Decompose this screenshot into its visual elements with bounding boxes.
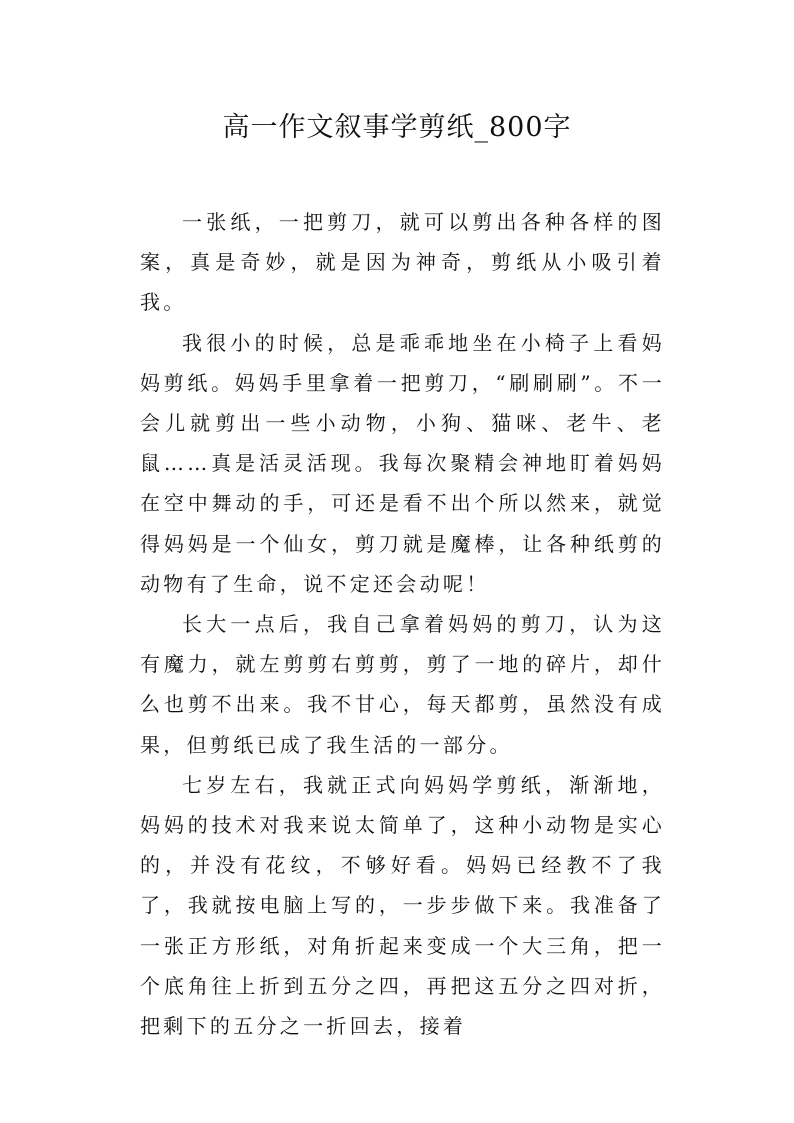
paragraph-4: 七岁左右，我就正式向妈妈学剪纸，渐渐地，妈妈的技术对我来说太简单了，这种小动物是实心的，并没有花纹，不够好看。妈妈已经教不了我了，我就按电脑上写的，一步步做下来。我准备了一张正方形纸，对角折起来变成一个大三角，把一个底角往上折到五分之四，再把这五分之四对折，把剩下的五分之一折回去，接着 [140, 772, 665, 1039]
paragraph-2: 我很小的时候，总是乖乖地坐在小椅子上看妈妈剪纸。妈妈手里拿着一把剪刀，“刷刷刷”。不一会儿就剪出一些小动物，小狗、猫咪、老牛、老鼠……真是活灵活现。我每次聚精会神地盯着妈妈在空中舞动的手，可还是看不出个所以然来，就觉得妈妈是一个仙女，剪刀就是魔棒，让各种纸剪的动物有了生命，说不定还会动呢！ [140, 330, 665, 596]
paragraph-3: 长大一点后，我自己拿着妈妈的剪刀，认为这有魔力，就左剪剪右剪剪，剪了一地的碎片，却什么也剪不出来。我不甘心，每天都剪，虽然没有成果，但剪纸已成了我生活的一部分。 [140, 612, 665, 757]
document-body [140, 202, 665, 1046]
document-title: 高一作文叙事学剪纸_800字 [222, 112, 572, 143]
paragraph-1: 一张纸，一把剪刀，就可以剪出各种各样的图案，真是奇妙，就是因为神奇，剪纸从小吸引着我。 [140, 210, 665, 315]
